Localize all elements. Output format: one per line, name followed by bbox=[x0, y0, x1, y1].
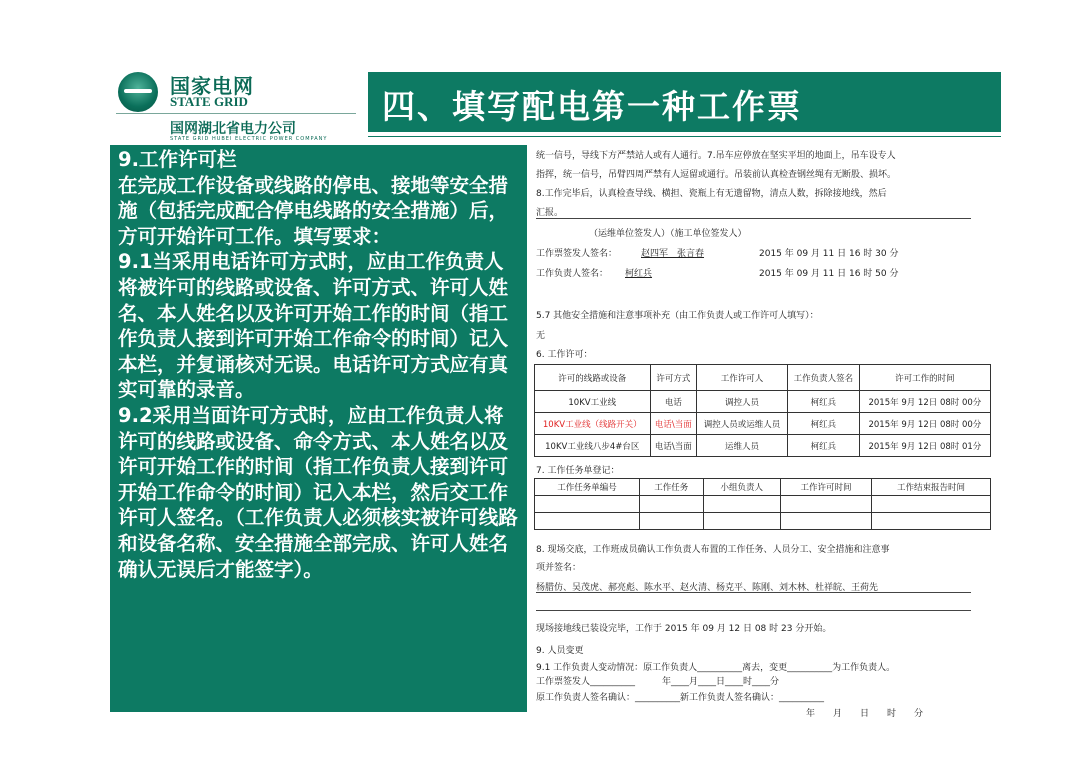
leader-name: 柯红兵 bbox=[625, 269, 653, 279]
table-cell: 柯红兵 bbox=[787, 435, 859, 457]
work-permit-table bbox=[534, 364, 991, 457]
title-underline bbox=[368, 136, 1001, 137]
table-header: 工作任务 bbox=[640, 479, 704, 496]
state-grid-emblem-icon bbox=[118, 72, 158, 112]
table-cell: 柯红兵 bbox=[787, 413, 859, 435]
title-bar bbox=[368, 72, 1001, 132]
instruction-panel bbox=[110, 145, 527, 712]
table-row bbox=[535, 435, 991, 457]
section-5-7: 5.7 其他安全措施和注意事项补充（由工作负责人或工作许可人填写）： bbox=[536, 311, 819, 321]
table-row bbox=[535, 513, 991, 530]
table-header: 许可方式 bbox=[650, 365, 697, 391]
task-register-table bbox=[534, 478, 991, 530]
doc-rule bbox=[536, 592, 971, 593]
slide-title: 四、填写配电第一种工作票 bbox=[382, 87, 802, 126]
table-cell: 10KV工业线八步4#台区 bbox=[535, 435, 651, 457]
section-6: 6. 工作许可： bbox=[536, 350, 593, 360]
table-row bbox=[535, 413, 991, 435]
doc-rule bbox=[536, 218, 971, 219]
table-cell: 2015年 9月 12日 08时 00分 bbox=[859, 413, 990, 435]
instruction-paragraph: 在完成工作设备或线路的停电、接地等安全措施（包括完成配合停电线路的安全措施）后，方可开始许可工作。填写要求： bbox=[118, 173, 509, 248]
issuer-time: 2015 年 09 月 11 日 16 时 30 分 bbox=[759, 249, 899, 259]
section-9-1: 9.1 工作负责人变动情况：原工作负责人__________离去，变更__________为工作负责人。 bbox=[536, 663, 896, 673]
table-header: 小组负责人 bbox=[703, 479, 780, 496]
table-row bbox=[535, 391, 991, 413]
logo-company: 国网湖北省电力公司 bbox=[170, 121, 296, 137]
section-9-1b: 工作票签发人__________ 年____月____日____时____分 bbox=[536, 677, 780, 687]
instruction-paragraph: 9.2采用当面许可方式时，应由工作负责人将许可的线路或设备、命令方式、本人姓名以及许可开始工作的时间（指工作负责人接到许可开始工作命令的时间）记入本栏，然后交工作许可人签名。（工作负责人必须核实被许可线路和设备名称、安全措施全部完成、许可人姓名确认无误后才能签字）。 bbox=[118, 403, 518, 581]
table-cell: 运维人员 bbox=[697, 435, 788, 457]
instruction-text bbox=[118, 147, 523, 582]
signer-header: （运维单位签发人）（施工单位签发人） bbox=[589, 229, 747, 239]
leader-label: 工作负责人签名： bbox=[536, 269, 609, 279]
section-9-1d: 年 月 日 时 分 bbox=[806, 709, 924, 719]
section-8b: 项并签名： bbox=[536, 563, 582, 573]
table-header: 许可工作的时间 bbox=[859, 365, 990, 391]
instruction-heading: 9.工作许可栏 bbox=[118, 148, 237, 171]
table-cell: 10KV工业线 bbox=[535, 391, 651, 413]
table-header: 工作许可人 bbox=[697, 365, 788, 391]
table-header: 许可的线路或设备 bbox=[535, 365, 651, 391]
table-header: 工作任务单编号 bbox=[535, 479, 640, 496]
table-cell: 电话\当面 bbox=[650, 413, 697, 435]
table-cell: 调控人员 bbox=[697, 391, 788, 413]
doc-rule bbox=[536, 610, 971, 611]
logo-cn: 国家电网 bbox=[170, 74, 254, 98]
leader-time: 2015 年 09 月 11 日 16 时 50 分 bbox=[759, 269, 899, 279]
doc-line: 指挥，统一信号，吊臂四周严禁有人逗留或通行。吊装前认真检查钢丝绳有无断股、损坏。 bbox=[536, 170, 897, 180]
section-9-1c: 原工作负责人签名确认：__________新工作负责人签名确认：__________ bbox=[536, 693, 825, 703]
work-ticket-document bbox=[531, 140, 1001, 720]
logo-en: STATE GRID bbox=[170, 94, 248, 109]
table-header: 工作负责人签名 bbox=[787, 365, 859, 391]
logo-company-en: STATE GRID HUBEI ELECTRIC POWER COMPANY bbox=[170, 136, 328, 142]
instruction-paragraph: 9.1当采用电话许可方式时，应由工作负责人将被许可的线路或设备、许可方式、许可人姓名、本人姓名以及许可开始工作的时间（指工作负责人接到许可开始工作命令的时间）记入本栏，并复诵核对无误。电话许可方式应有真实可靠的录音。 bbox=[118, 250, 509, 402]
logo-divider bbox=[116, 113, 356, 114]
table-cell: 2015年 9月 12日 08时 00分 bbox=[859, 391, 990, 413]
issuer-names: 赵四军 张言春 bbox=[641, 249, 705, 259]
crew-names: 杨腊仿、吴茂虎、郝亮彪、陈水平、赵火清、杨克平、陈刚、刘木林、杜祥皖、王荷先 bbox=[536, 583, 879, 593]
table-row bbox=[535, 496, 991, 513]
doc-line: 汇报。 bbox=[536, 208, 564, 218]
section-5-7-value: 无 bbox=[536, 331, 546, 341]
table-cell: 电话\当面 bbox=[650, 435, 697, 457]
doc-line: 统一信号，导线下方严禁站人或有人通行。7.吊车应停放在坚实平坦的地面上，吊车设专人 bbox=[536, 151, 896, 161]
doc-line: 8.工作完毕后，认真检查导线、横担、瓷瓶上有无遗留物，清点人数，拆除接地线，然后 bbox=[536, 189, 887, 199]
table-cell: 10KV工业线（线路开关） bbox=[535, 413, 651, 435]
table-header: 工作许可时间 bbox=[780, 479, 871, 496]
start-time-line: 现场接地线已装设完毕，工作于 2015 年 09 月 12 日 08 时 23 分开始。 bbox=[536, 624, 832, 634]
table-cell: 柯红兵 bbox=[787, 391, 859, 413]
section-9: 9. 人员变更 bbox=[536, 646, 584, 656]
table-cell: 电话 bbox=[650, 391, 697, 413]
table-cell: 2015年 9月 12日 08时 01分 bbox=[859, 435, 990, 457]
issuer-label: 工作票签发人签名： bbox=[536, 249, 618, 259]
section-7: 7. 工作任务单登记： bbox=[536, 466, 620, 476]
table-cell: 调控人员或运维人员 bbox=[697, 413, 788, 435]
table-header: 工作结束报告时间 bbox=[872, 479, 991, 496]
section-8: 8. 现场交底，工作班成员确认工作负责人布置的工作任务、人员分工、安全措施和注意事 bbox=[536, 545, 890, 555]
company-logo bbox=[112, 66, 362, 144]
